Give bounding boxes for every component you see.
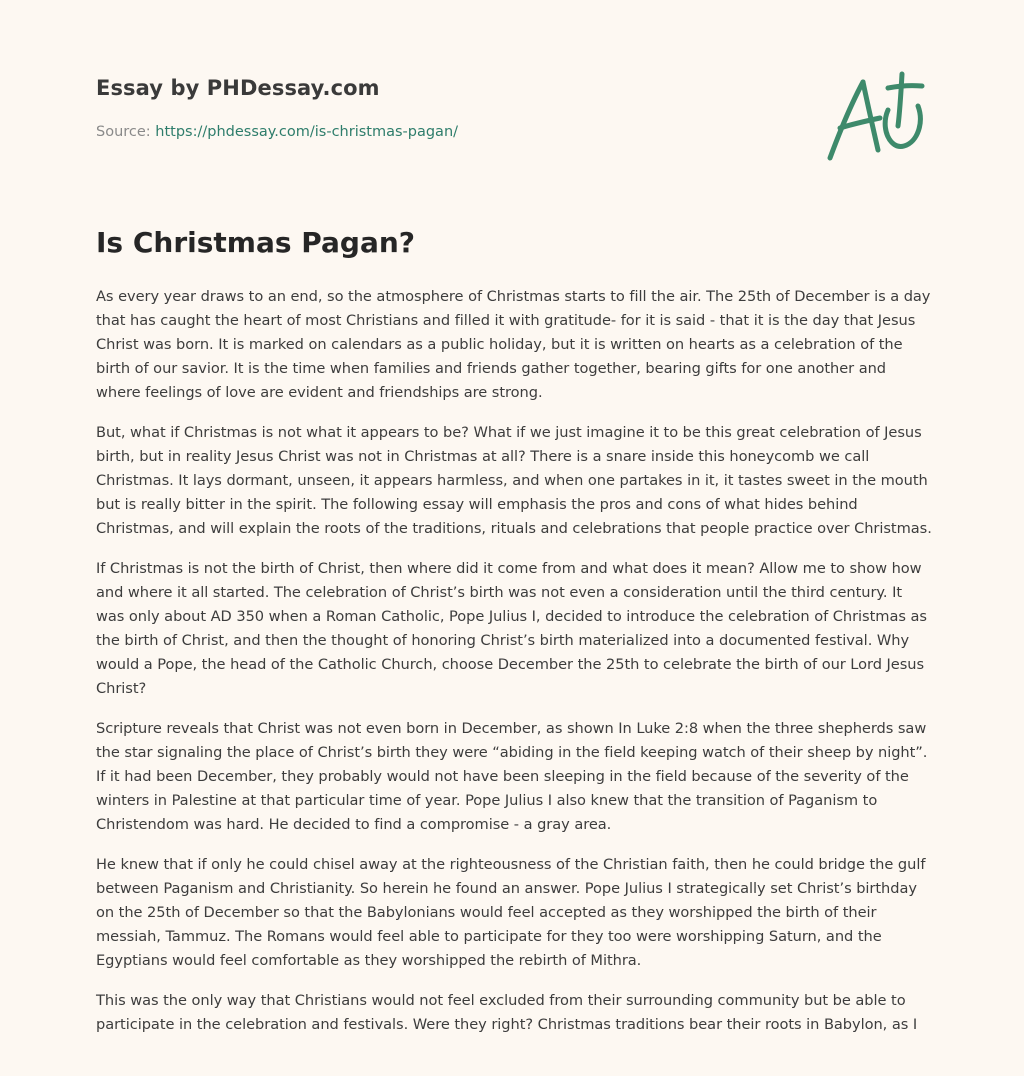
source-label: Source: xyxy=(96,124,151,140)
a-plus-logo-icon xyxy=(818,66,928,166)
essay-paragraph: But, what if Christmas is not what it appears to be? What if we just imagine it to be this great celebration of Jesus birth, but in reality Jesus Christ was not in Christmas at all? There is a snare inside this honeycomb we call Christmas. It lays dormant, unseen, it appears harmless, and when one partakes in it, it tastes sweet in the mouth but is really bitter in the spirit. The following essay will emphasis the pros and cons of what hides behind Christmas, and will explain the roots of the traditions, rituals and celebrations that people practice over Christmas. xyxy=(96,424,932,537)
essay-body xyxy=(96,285,932,1053)
source-line xyxy=(96,124,458,140)
essay-paragraph: As every year draws to an end, so the atmosphere of Christmas starts to fill the air. The 25th of December is a day that has caught the heart of most Christians and filled it with gratitude- for it is said - that it is the day that Jesus Christ was born. It is marked on calendars as a public holiday, but it is written on hearts as a celebration of the birth of our savior. It is the time when families and friends gather together, bearing gifts for one another and where feelings of love are evident and friendships are strong. xyxy=(96,288,931,401)
essay-title: Is Christmas Pagan? xyxy=(96,226,416,259)
essay-paragraph: This was the only way that Christians would not feel excluded from their surrounding community but be able to participate in the celebration and festivals. Were they right? Christmas traditions bear their roots in Babylon, as I xyxy=(96,992,918,1033)
essay-paragraph: If Christmas is not the birth of Christ, then where did it come from and what does it mean? Allow me to show how and where it all started. The celebration of Christ’s birth was not even a consideration until the third century. It was only about AD 350 when a Roman Catholic, Pope Julius I, decided to introduce the celebration of Christmas as the birth of Christ, and then the thought of honoring Christ’s birth materialized into a documented festival. Why would a Pope, the head of the Catholic Church, choose December the 25th to celebrate the birth of our Lord Jesus Christ? xyxy=(96,560,927,697)
source-link[interactable]: https://phdessay.com/is-christmas-pagan/ xyxy=(155,124,459,140)
site-title: Essay by PHDessay.com xyxy=(96,76,380,100)
essay-paragraph: Scripture reveals that Christ was not even born in December, as shown In Luke 2:8 when the three shepherds saw the star signaling the place of Christ’s birth they were “abiding in the field keeping watch of their sheep by night”. If it had been December, they probably would not have been sleeping in the field because of the severity of the winters in Palestine at that particular time of year. Pope Julius I also knew that the transition of Paganism to Christendom was hard. He decided to find a compromise - a gray area. xyxy=(96,720,928,833)
essay-paragraph: He knew that if only he could chisel away at the righteousness of the Christian faith, then he could bridge the gulf between Paganism and Christianity. So herein he found an answer. Pope Julius I strategically set Christ’s birthday on the 25th of December so that the Babylonians would feel accepted as they worshipped the birth of their messiah, Tammuz. The Romans would feel able to participate for they too were worshipping Saturn, and the Egyptians would feel comfortable as they worshipped the rebirth of Mithra. xyxy=(96,856,926,969)
